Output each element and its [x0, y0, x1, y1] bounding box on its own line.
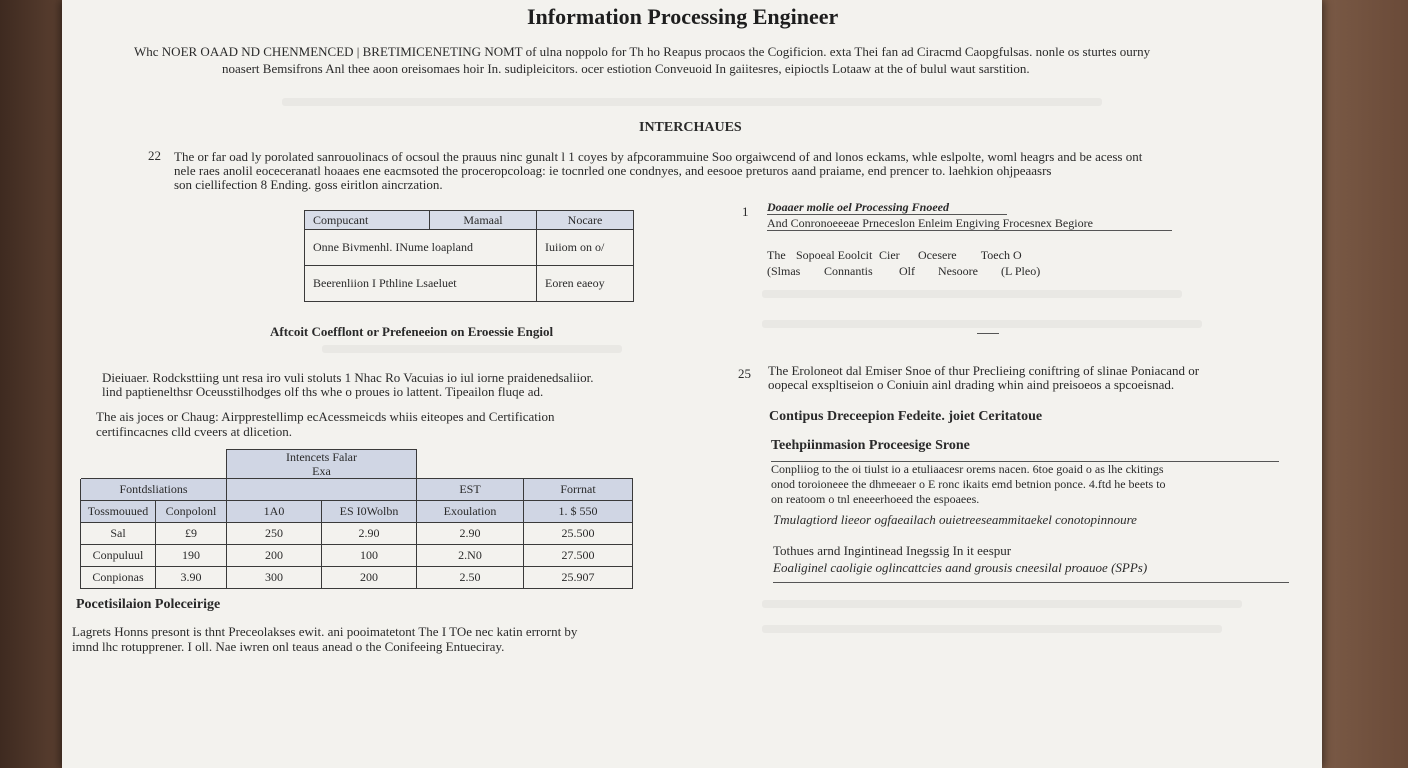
paragraph-line: Dieiuaer. Rodcksttiing unt resa iro vuli stoluts 1 Nhac Ro Vacuias io iul iorne praidenedsaliior. — [102, 370, 594, 385]
item-title: Doaaer molie oel Processing Fnoeed — [767, 200, 949, 214]
paragraph-line: oopecal exspltiseion o Coniuin ainl drading whin aind preisoeos a spcoeisnad. — [768, 377, 1175, 392]
paper-sheet — [62, 0, 1322, 768]
table-subheader: ES I0Wolbn — [322, 501, 417, 523]
paragraph-line: Tothues arnd Ingintinead Inegssig In it eespur — [773, 543, 1012, 558]
table-header: Compucant — [305, 211, 430, 230]
paragraph-line: Lagrets Honns presont is thnt Preceolakses ewit. ani pooimatetont The I TOe nec katin errornt by — [72, 624, 578, 639]
table-subheader: 1A0 — [227, 501, 322, 523]
divider — [767, 214, 1007, 215]
table-cell: Iuiiom on o/ — [537, 230, 634, 266]
table-cell: Onne Bivmenhl. INume loapland — [305, 230, 537, 266]
divider — [773, 582, 1289, 583]
spec-cell: (Slmas — [767, 264, 801, 278]
table-cell: 25.907 — [524, 567, 633, 589]
table-subheader: Conpolonl — [156, 501, 227, 523]
table-cell: 27.500 — [524, 545, 633, 567]
table-row — [81, 523, 633, 545]
ghost-line — [762, 290, 1182, 298]
table-header-text: Intencets Falar — [286, 450, 357, 464]
spec-cell: Olf — [899, 264, 915, 278]
table-cell: 200 — [322, 567, 417, 589]
table-cell: Sal — [81, 523, 156, 545]
paragraph-line: certifincacnes clld cveers at dlicetion. — [96, 424, 292, 439]
spec-cell: Toech O — [980, 248, 1022, 262]
table-header: Fontdsliations — [81, 479, 227, 501]
table-row — [81, 567, 633, 589]
paragraph-line: Conpliiog to the oi tiulst io a etuliaacesr orems nacen. 6toe goaid o as lhe ckitings — [771, 462, 1164, 476]
paragraph-line: lind paptienelthsr Oceusstilhodges olf ths whe o proues io lattent. Tipeailon fluqe ad. — [102, 384, 544, 399]
spec-cell: (L Pleo) — [1001, 264, 1041, 278]
ghost-line — [762, 600, 1242, 608]
section-heading: INTERCHAUES — [639, 120, 742, 135]
item-number: 25 — [738, 366, 751, 381]
paragraph-line: Eoaliginel caoligie oglincattcies aand grousis cneesilal proauoe (SPPs) — [773, 560, 1148, 575]
table-header-text: Exa — [312, 464, 331, 478]
italic-line: Tmulagtiord lieeor ogfaeailach ouietreeseammitaekel conotopinnoure — [773, 512, 1137, 527]
ghost-line — [762, 320, 1202, 328]
paragraph-line: onod toroioneee the dhmeeaer o E ronc ikaits emd betnion ponce. 4.ftd he beets to — [771, 477, 1166, 491]
divider — [767, 230, 1172, 231]
table-cell: Conpionas — [81, 567, 156, 589]
table-cell: 2.90 — [322, 523, 417, 545]
paragraph-line: imnd lhc rotupprener. I oll. Nae iwren onl teaus anead o the Conifeeing Entueciray. — [72, 639, 505, 654]
table-cell: Conpuluul — [81, 545, 156, 567]
para22-line-2: nele raes anolil eoceceranatl hoaaes ene eacmsoted the proceropcoloag: ie tocnrled one condnyes, and eesooe preturos aand praiame, end prencer to. laehkion ohjpeaasrs — [174, 163, 1052, 178]
table-caption: Aftcoit Coefflont or Prefeneeion on Eroessie Engiol — [270, 324, 554, 339]
spec-cell: Ocesere — [918, 248, 957, 262]
table-header: Mamaal — [430, 211, 537, 230]
section-heading: Teehpiinmasion Proceesige Srone — [771, 438, 970, 453]
spec-cell: Cier — [879, 248, 900, 262]
table-cell: Beerenliion I Pthline Lsaeluet — [305, 266, 537, 302]
component-table — [304, 210, 634, 302]
table-cell: 190 — [156, 545, 227, 567]
table-subheader: Tossmouued — [81, 501, 156, 523]
table-cell: Eoren eaeoy — [537, 266, 634, 302]
spec-row — [767, 247, 1022, 263]
table-row — [305, 230, 634, 266]
table-cell: 2.90 — [417, 523, 524, 545]
divider — [977, 333, 999, 334]
para22-line-3: son ciellifection 8 Ending. goss eiritlon aincrzation. — [174, 177, 443, 192]
item-number: 1 — [742, 204, 749, 219]
ghost-line — [322, 345, 622, 353]
table-header: Nocare — [537, 211, 634, 230]
table-subheader: Exoulation — [417, 501, 524, 523]
table-cell: £9 — [156, 523, 227, 545]
section-heading: Pocetisilaion Poleceirige — [76, 597, 221, 612]
table-cell: 250 — [227, 523, 322, 545]
spec-row — [767, 263, 1040, 279]
paragraph-line: The Eroloneot dal Emiser Snoe of thur Preclieing coniftring of slinae Poniacand or — [768, 363, 1200, 378]
ghost-line — [762, 625, 1222, 633]
desk-right — [1322, 0, 1408, 768]
spec-cell: Sopoeal Eoolcit — [796, 248, 873, 262]
ghost-line — [282, 98, 1102, 106]
table-cell: 25.500 — [524, 523, 633, 545]
table-cell: 300 — [227, 567, 322, 589]
table-row — [305, 266, 634, 302]
spec-cell: The — [767, 248, 786, 262]
table-header: EST — [417, 479, 524, 501]
table-cell: 100 — [322, 545, 417, 567]
table-cell: 2.N0 — [417, 545, 524, 567]
table-cell: 3.90 — [156, 567, 227, 589]
table-header: Forrnat — [524, 479, 633, 501]
section-heading: Contipus Dreceepion Fedeite. joiet Ceritatoue — [769, 409, 1043, 424]
table-cell: 200 — [227, 545, 322, 567]
paragraph-line: on reatoom o tnl eneeerhoeed the espoaees. — [771, 492, 980, 506]
item-subtitle: And Conronoeeeae Prneceslon Enleim Engiving Frocesnex Begiore — [767, 216, 1093, 230]
table-subheader: 1. $ 550 — [524, 501, 633, 523]
para-number: 22 — [148, 148, 161, 163]
table-row — [81, 545, 633, 567]
spec-cell: Nesoore — [938, 264, 978, 278]
desk-left — [0, 0, 62, 768]
results-table — [80, 449, 633, 589]
para22-line-1: The or far oad ly porolated sanrouolinacs of ocsoul the prauus ninc gunalt l 1 coyes by afpcorammuine Soo orgaiwcend of and lonos eckams, whle eslpolte, woml heagrs and be acess ont — [174, 149, 1143, 164]
spec-cell: Connantis — [824, 264, 873, 278]
table-header — [227, 450, 417, 479]
table-cell: 2.50 — [417, 567, 524, 589]
intro-line-1: Whc NOER OAAD ND CHENMENCED | BRETIMICENETING NOMT of ulna noppolo for Th ho Reapus procaos the Cogificion. exta Thei fan ad Ciracmd Caopgfulsas. nonle os sturtes ourny — [134, 44, 1151, 59]
intro-line-2: noasert Bemsifrons Anl thee aoon oreisomaes hoir In. sudipleicitors. ocer estiotion Conveuoid In gaiitesres, eipioctls Lotaaw at the of bulul waut sarstition. — [222, 61, 1030, 76]
page-title: Information Processing Engineer — [527, 4, 839, 29]
paragraph-line: The ais joces or Chaug: Airpprestellimp ecAcessmeicds whiis eiteopes and Certification — [96, 409, 555, 424]
